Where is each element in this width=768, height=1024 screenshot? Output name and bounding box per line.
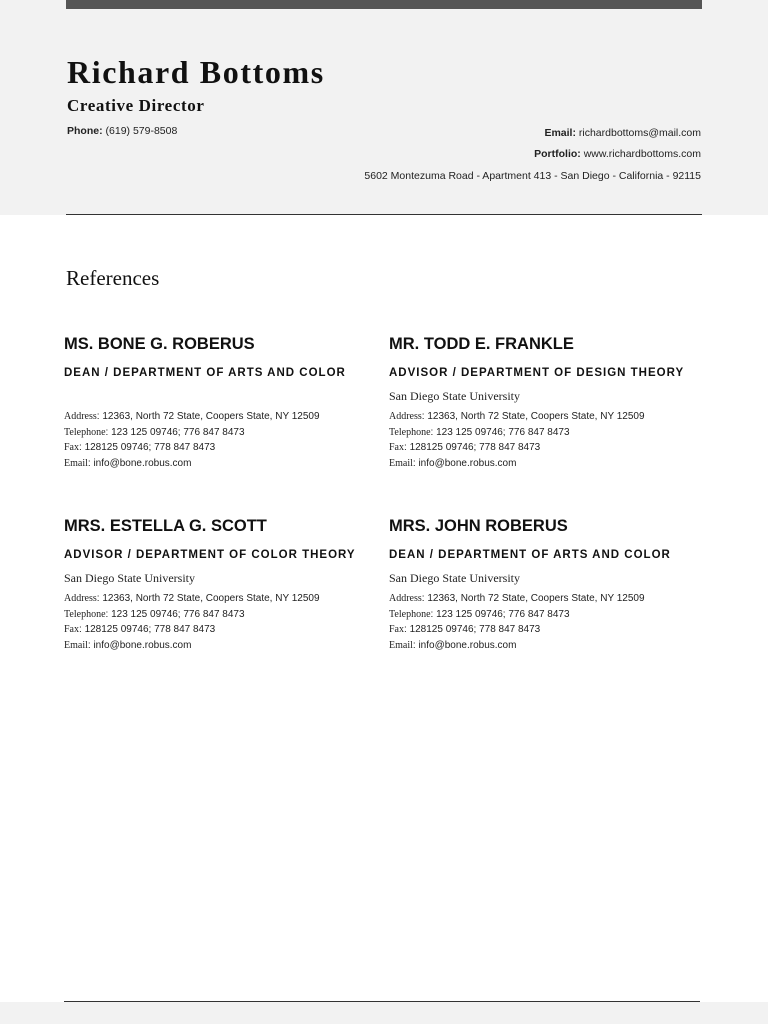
reference-card (64, 516, 384, 653)
reference-organization (64, 389, 384, 403)
reference-name: MRS. JOHN ROBERUS (389, 517, 568, 535)
phone-line (67, 125, 177, 137)
fax-label: Fax (64, 442, 79, 453)
fax-label: Fax (64, 624, 79, 635)
address-value: 12363, North 72 State, Coopers State, NY 12509 (102, 411, 320, 422)
email-label: Email (64, 457, 88, 469)
reference-organization: San Diego State University (389, 389, 520, 403)
telephone-value: 123 125 09746; 776 847 8473 (436, 426, 570, 438)
fax-value: 128125 09746; 778 847 8473 (84, 624, 216, 635)
telephone-value: 123 125 09746; 776 847 8473 (111, 426, 245, 438)
header-divider (66, 214, 702, 215)
fax-label: Fax (389, 624, 404, 635)
reference-department: DEAN / DEPARTMENT OF ARTS AND COLOR (389, 549, 671, 561)
portfolio-line (534, 148, 701, 160)
address-label: Address (64, 593, 97, 604)
job-title: Creative Director (67, 96, 205, 115)
reference-fax: Fax: 128125 09746; 778 847 8473 (389, 442, 541, 453)
reference-fax: Fax: 128125 09746; 778 847 8473 (64, 624, 216, 635)
reference-card (389, 334, 709, 471)
telephone-value: 123 125 09746; 776 847 8473 (111, 608, 245, 620)
top-accent-bar (66, 0, 702, 9)
reference-telephone: Telephone: 123 125 09746; 776 847 8473 (389, 608, 570, 620)
reference-address: Address: 12363, North 72 State, Coopers State, NY 12509 (64, 411, 320, 422)
address-value: 12363, North 72 State, Coopers State, NY 12509 (427, 593, 645, 604)
fax-label: Fax (389, 442, 404, 453)
reference-card (64, 334, 384, 471)
footer-divider (64, 1001, 700, 1002)
reference-telephone: Telephone: 123 125 09746; 776 847 8473 (64, 608, 245, 620)
footer-background (0, 1002, 768, 1024)
portfolio-value[interactable]: www.richardbottoms.com (583, 148, 701, 160)
reference-department: ADVISOR / DEPARTMENT OF COLOR THEORY (64, 549, 356, 561)
telephone-label: Telephone (389, 608, 431, 620)
fax-value: 128125 09746; 778 847 8473 (409, 442, 541, 453)
reference-details (64, 409, 384, 471)
email-label: Email (64, 639, 88, 651)
section-title: References (66, 266, 160, 290)
reference-telephone: Telephone: 123 125 09746; 776 847 8473 (389, 426, 570, 438)
email-value[interactable]: info@bone.robus.com (418, 457, 517, 469)
reference-name: MRS. ESTELLA G. SCOTT (64, 517, 267, 535)
telephone-label: Telephone (389, 426, 431, 438)
telephone-label: Telephone (64, 426, 106, 438)
phone-label: Phone: (67, 125, 103, 137)
reference-fax: Fax: 128125 09746; 778 847 8473 (64, 442, 216, 453)
reference-card (389, 516, 709, 653)
reference-address: Address: 12363, North 72 State, Coopers State, NY 12509 (64, 593, 320, 604)
email-value[interactable]: richardbottoms@mail.com (578, 127, 701, 139)
address-label: Address (389, 411, 422, 422)
address-value: 12363, North 72 State, Coopers State, NY 12509 (427, 411, 645, 422)
reference-address: Address: 12363, North 72 State, Coopers State, NY 12509 (389, 411, 645, 422)
reference-details (389, 591, 709, 653)
email-value[interactable]: info@bone.robus.com (418, 639, 517, 651)
email-value[interactable]: info@bone.robus.com (93, 639, 192, 651)
fax-value: 128125 09746; 778 847 8473 (409, 624, 541, 635)
email-value[interactable]: info@bone.robus.com (93, 457, 192, 469)
reference-email: Email: info@bone.robus.com (64, 457, 192, 469)
email-label: Email: (544, 127, 576, 139)
email-label: Email (389, 457, 413, 469)
address-label: Address (389, 593, 422, 604)
email-label: Email (389, 639, 413, 651)
telephone-label: Telephone (64, 608, 106, 620)
reference-organization: San Diego State University (389, 571, 520, 585)
address-value: 12363, North 72 State, Coopers State, NY 12509 (102, 593, 320, 604)
reference-organization: San Diego State University (64, 571, 195, 585)
phone-value: (619) 579-8508 (105, 125, 178, 137)
reference-name: MR. TODD E. FRANKLE (389, 335, 574, 353)
address-label: Address (64, 411, 97, 422)
email-line (544, 127, 701, 139)
telephone-value: 123 125 09746; 776 847 8473 (436, 608, 570, 620)
fax-value: 128125 09746; 778 847 8473 (84, 442, 216, 453)
reference-name: MS. BONE G. ROBERUS (64, 335, 255, 353)
portfolio-label: Portfolio: (534, 148, 581, 160)
reference-department: ADVISOR / DEPARTMENT OF DESIGN THEORY (389, 367, 685, 379)
reference-details (64, 591, 384, 653)
reference-department: DEAN / DEPARTMENT OF ARTS AND COLOR (64, 367, 346, 379)
reference-address: Address: 12363, North 72 State, Coopers State, NY 12509 (389, 593, 645, 604)
home-address: 5602 Montezuma Road - Apartment 413 - San Diego - California - 92115 (364, 170, 701, 182)
reference-email: Email: info@bone.robus.com (389, 457, 517, 469)
reference-email: Email: info@bone.robus.com (389, 639, 517, 651)
reference-email: Email: info@bone.robus.com (64, 639, 192, 651)
reference-details (389, 409, 709, 471)
reference-telephone: Telephone: 123 125 09746; 776 847 8473 (64, 426, 245, 438)
reference-fax: Fax: 128125 09746; 778 847 8473 (389, 624, 541, 635)
candidate-name: Richard Bottoms (67, 54, 325, 90)
